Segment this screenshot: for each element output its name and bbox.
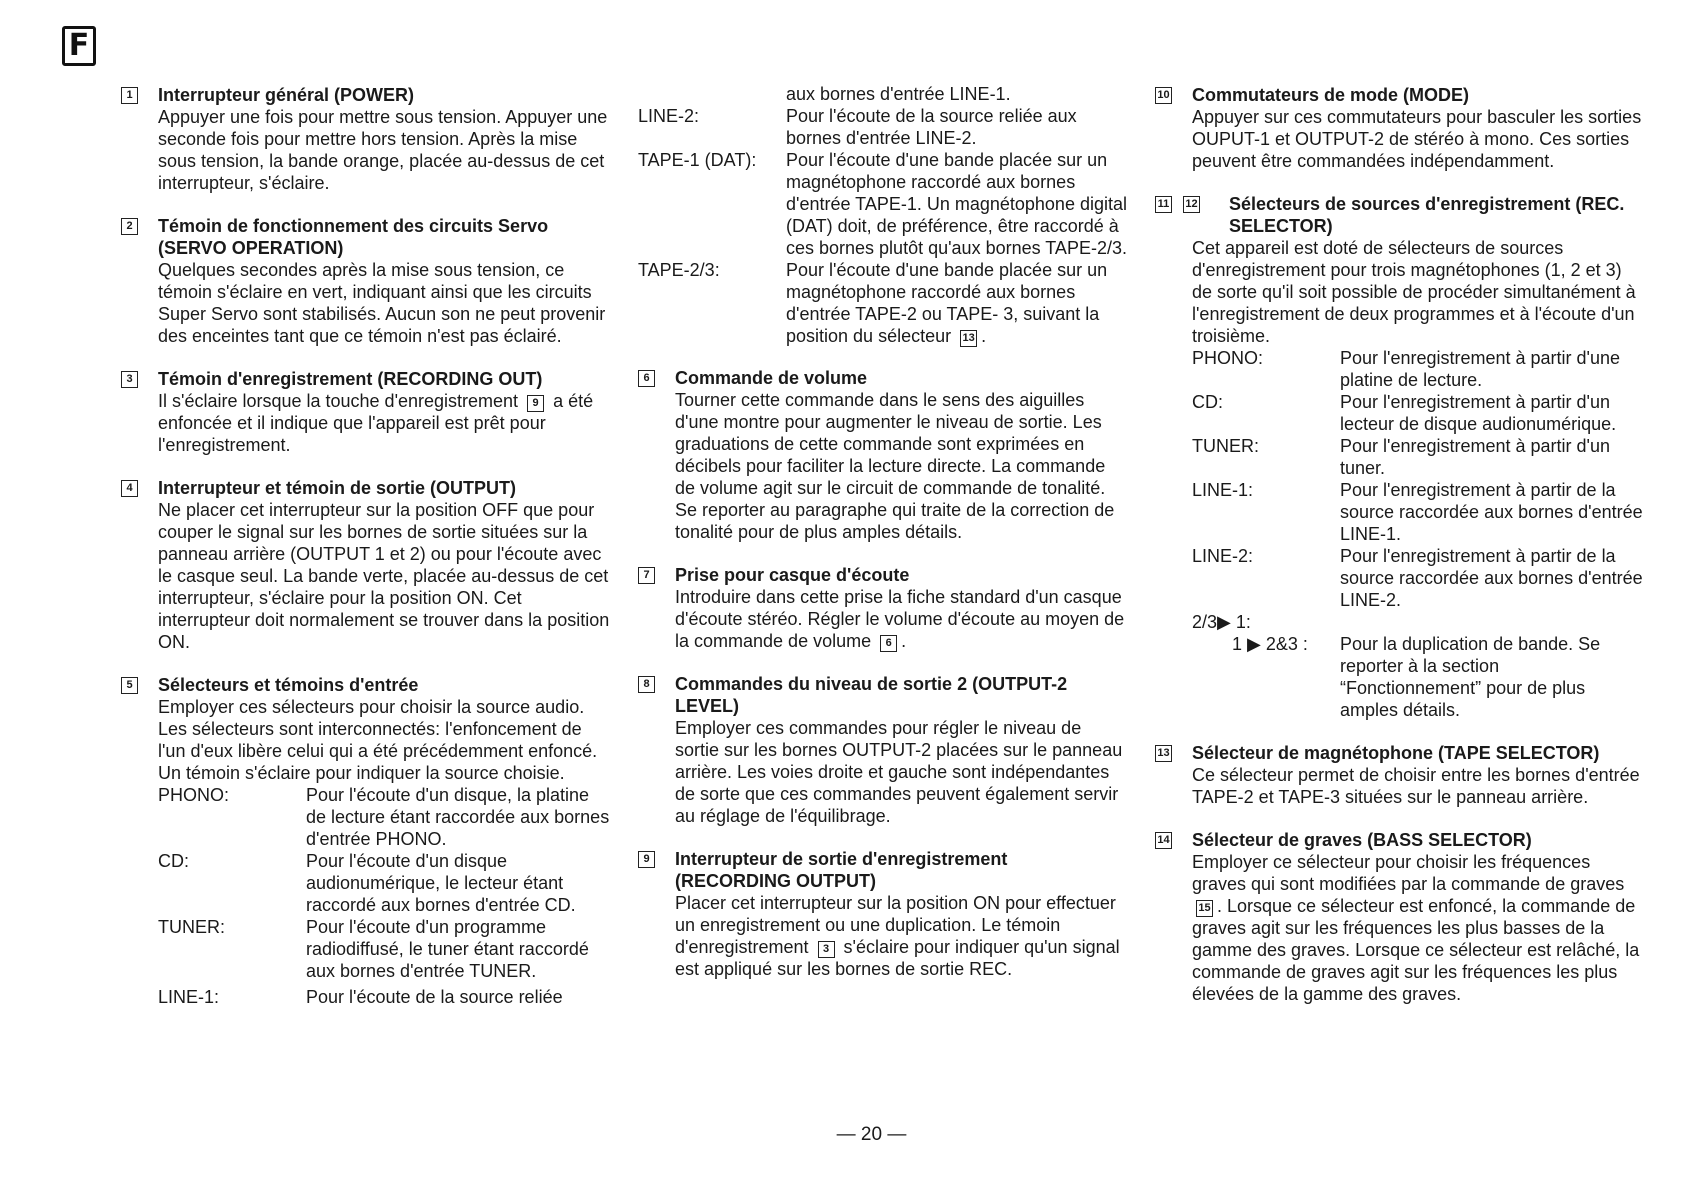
term-definition: Pour l'enregistrement à partir de la source raccordée aux bornes d'entrée LINE-1.: [1340, 480, 1643, 544]
body-text: s'éclaire pour indiquer qu'un signal est appliqué sur les bornes de sortie REC.: [675, 937, 1120, 979]
section-number: 1: [121, 87, 138, 104]
section-number: 14: [1155, 832, 1172, 849]
section-body: Employer ces commandes pour régler le niveau de sortie sur les bornes OUTPUT-2 placées sur le panneau arrière. Les voies droite et gauche sont indépendantes de sorte que ces commandes peuvent également servir au réglage de l'équilibrage.: [675, 718, 1123, 826]
section-number: 8: [638, 676, 655, 693]
language-marker: F: [62, 26, 96, 66]
term-row: [158, 916, 611, 982]
term-row: [638, 105, 1128, 149]
section-body: [158, 390, 611, 456]
body-text: Pour l'écoute d'une bande placée sur un magnétophone raccordé aux bornes d'entrée TAPE-2 ou TAPE- 3, suivant la position du sélecteur: [786, 260, 1108, 346]
term-label: TUNER:: [158, 917, 225, 937]
term-definition: Pour l'écoute d'un disque, la platine de lecture étant raccordée aux bornes d'entrée PHONO.: [306, 785, 610, 849]
section-body: Employer ces sélecteurs pour choisir la source audio. Les sélecteurs sont interconnectés: l'enfoncement de l'un d'eux libère celui qui a été précédemment enfoncé. Un témoin s'éclaire pour indiquer la source choisie.: [158, 697, 598, 783]
section-body: Ce sélecteur permet de choisir entre les bornes d'entrée TAPE-2 et TAPE-3 situées sur le panneau arrière.: [1192, 765, 1640, 807]
term-label: PHONO:: [158, 785, 230, 805]
term-row: [638, 149, 1128, 259]
section-title: Commandes du niveau de sortie 2 (OUTPUT-2 LEVEL): [675, 674, 1068, 716]
section-number: 12: [1183, 196, 1200, 213]
section-headphones: [638, 564, 1128, 652]
reference-number: 3: [818, 941, 835, 958]
term-definition: Pour l'écoute d'un programme radiodiffusé, le tuner étant raccordé aux bornes d'entrée TUNER.: [306, 917, 589, 981]
term-definition: Pour l'enregistrement à partir d'une platine de lecture.: [1340, 348, 1621, 390]
term-label: PHONO:: [1192, 348, 1264, 368]
reference-number: 6: [880, 635, 897, 652]
term-definition: Pour l'écoute de la source reliée: [306, 987, 563, 1007]
term-label: LINE-2:: [638, 106, 700, 126]
term-definition: Pour l'écoute d'une bande placée sur un magnétophone raccordé aux bornes d'entrée TAPE-1. Un magnétophone digital (DAT) doit, de préférence, être raccordé à ces bornes plutôt qu'aux bornes TAPE-2/3.: [786, 150, 1127, 258]
section-number: 5: [121, 677, 138, 694]
term-definition: Pour l'enregistrement à partir de la source raccordée aux bornes d'entrée LINE-2.: [1340, 546, 1643, 610]
section-title: Témoin de fonctionnement des circuits Servo (SERVO OPERATION): [158, 216, 549, 258]
term-definition: Pour l'enregistrement à partir d'un lecteur de disque audionumérique.: [1340, 392, 1617, 434]
section-body: Cet appareil est doté de sélecteurs de sources d'enregistrement pour trois magnétophones (1, 2 et 3) de sorte qu'il soit possible de procéder simultanément à l'enregistrement de deux programmes et à l'écoute d'un troisième.: [1192, 238, 1636, 346]
section-title: Commutateurs de mode (MODE): [1192, 85, 1470, 105]
term-row: [638, 259, 1128, 347]
term-row: [158, 784, 611, 850]
dup-heading: 2/3▶ 1:: [1192, 612, 1251, 632]
term-definition: [786, 259, 1128, 347]
section-title: Commande de volume: [675, 368, 868, 388]
section-number: 7: [638, 567, 655, 584]
section-body: Ne placer cet interrupteur sur la position OFF que pour couper le signal sur les bornes de sortie situées sur la panneau arrière (OUTPUT 1 et 2) ou pour l'écoute avec le casque seul. La bande verte, placée au-dessus de cet interrupteur, s'éclaire pour la position ON. Cet interrupteur doit normalement se trouver dans la position ON.: [158, 500, 610, 652]
section-input-selectors: [121, 674, 611, 1008]
term-label: TAPE-1 (DAT):: [638, 150, 757, 170]
term-label: LINE-1:: [158, 987, 220, 1007]
section-body: Appuyer une fois pour mettre sous tension. Appuyer une seconde fois pour mettre hors tension. Après la mise sous tension, la bande orange, placée au-dessus de cet interrupteur, s'éclaire.: [158, 107, 608, 193]
term-list-continued: [638, 83, 1128, 347]
section-title: Sélecteur de graves (BASS SELECTOR): [1192, 830, 1532, 850]
section-body: Quelques secondes après la mise sous tension, ce témoin s'éclaire en vert, indiquant ainsi que les circuits Super Servo sont stabilisés. Aucun son ne peut provenir des enceintes tant que ce témoin n'est pas éclairé.: [158, 260, 606, 346]
section-title: Sélecteurs de sources d'enregistrement (REC. SELECTOR): [1229, 194, 1625, 236]
column-left: [121, 84, 611, 1029]
section-power: [121, 84, 611, 194]
term-row: [158, 986, 611, 1008]
term-label: TAPE-2/3:: [638, 260, 720, 280]
section-title: Prise pour casque d'écoute: [675, 565, 910, 585]
section-body: [675, 586, 1128, 652]
body-text: Employer ce sélecteur pour choisir les fréquences graves qui sont modifiées par la commande de graves: [1192, 852, 1625, 894]
term-definition: Pour l'écoute de la source reliée aux bornes d'entrée LINE-2.: [786, 106, 1077, 148]
section-body: [1192, 851, 1645, 1005]
body-text: .: [981, 326, 987, 346]
section-title: Interrupteur de sortie d'enregistrement (RECORDING OUTPUT): [675, 849, 1008, 891]
section-number: 13: [1155, 745, 1172, 762]
term-row: [1192, 391, 1645, 435]
section-title: Interrupteur général (POWER): [158, 85, 415, 105]
section-recording-output: [638, 848, 1128, 980]
term-row: [1192, 545, 1645, 611]
body-text: Il s'éclaire lorsque la touche d'enregistrement: [158, 391, 519, 411]
term-definition-continued: aux bornes d'entrée LINE-1.: [786, 84, 1011, 104]
section-body: Tourner cette commande dans le sens des aiguilles d'une montre pour augmenter le niveau de sortie. Les graduations de cette commande sont exprimées en décibels pour faciliter la lecture directe. La commande de volume agit sur le circuit de commande de tonalité. Se reporter au paragraphe qui traite de la correction de tonalité pour de plus amples détails.: [675, 390, 1115, 542]
section-number: 3: [121, 371, 138, 388]
term-label: LINE-1:: [1192, 480, 1254, 500]
body-text: a été enfoncée et il indique que l'appareil est prêt pour l'enregistrement.: [158, 391, 594, 455]
term-label: 1 ▶ 2&3 :: [1232, 634, 1308, 654]
section-rec-selector: [1155, 193, 1645, 721]
section-number: 2: [121, 218, 138, 235]
section-body: Appuyer sur ces commutateurs pour basculer les sorties OUPUT-1 et OUTPUT-2 de stéréo à mono. Ces sorties peuvent être commandées indépendamment.: [1192, 107, 1642, 171]
term-row: [1192, 633, 1645, 721]
term-row: [158, 850, 611, 916]
section-number: 6: [638, 370, 655, 387]
body-text: .: [901, 631, 907, 651]
page-number: — 20 —: [836, 1124, 907, 1145]
section-title: Interrupteur et témoin de sortie (OUTPUT): [158, 478, 517, 498]
section-number: 4: [121, 480, 138, 497]
term-definition: Pour la duplication de bande. Se reporter à la section “Fonctionnement” pour de plus amples détails.: [1340, 634, 1601, 720]
section-output: [121, 477, 611, 653]
section-mode: [1155, 84, 1645, 172]
section-title: Témoin d'enregistrement (RECORDING OUT): [158, 369, 543, 389]
term-row: [1192, 347, 1645, 391]
section-output-2-level: [638, 673, 1128, 827]
term-label: LINE-2:: [1192, 546, 1254, 566]
section-servo-operation: [121, 215, 611, 347]
section-title: Sélecteurs et témoins d'entrée: [158, 675, 419, 695]
body-text: Introduire dans cette prise la fiche standard d'un casque d'écoute stéréo. Régler le volume d'écoute au moyen de la commande de volume: [675, 587, 1125, 651]
term-row: [1192, 435, 1645, 479]
term-label: CD:: [1192, 392, 1223, 412]
section-volume: [638, 367, 1128, 543]
reference-number: 9: [527, 395, 544, 412]
section-number: 10: [1155, 87, 1172, 104]
section-title: Sélecteur de magnétophone (TAPE SELECTOR): [1192, 743, 1600, 763]
reference-number: 15: [1196, 900, 1213, 917]
reference-number: 13: [960, 330, 977, 347]
column-right: [1155, 84, 1645, 1026]
body-text: . Lorsque ce sélecteur est enfoncé, la commande de graves agit sur les fréquences les plus basses de la gamme des graves. Lorsque ce sélecteur est relâché, la commande de graves agit sur les fréquences les plus élevées de la gamme des graves.: [1192, 896, 1640, 1004]
section-bass-selector: [1155, 829, 1645, 1005]
term-definition: Pour l'enregistrement à partir d'un tuner.: [1340, 436, 1611, 478]
term-label: TUNER:: [1192, 436, 1259, 456]
section-tape-selector: [1155, 742, 1645, 808]
section-recording-out: [121, 368, 611, 456]
section-number: 9: [638, 851, 655, 868]
term-row: [1192, 479, 1645, 545]
term-label: CD:: [158, 851, 189, 871]
term-definition: Pour l'écoute d'un disque audionumérique, le lecteur étant raccordé aux bornes d'entrée CD.: [306, 851, 576, 915]
column-middle: [638, 83, 1128, 1001]
section-number: 11: [1155, 196, 1172, 213]
section-body: [675, 892, 1128, 980]
body-text: Placer cet interrupteur sur la position ON pour effectuer un enregistrement ou une duplication. Le témoin d'enregistrement: [675, 893, 1116, 957]
